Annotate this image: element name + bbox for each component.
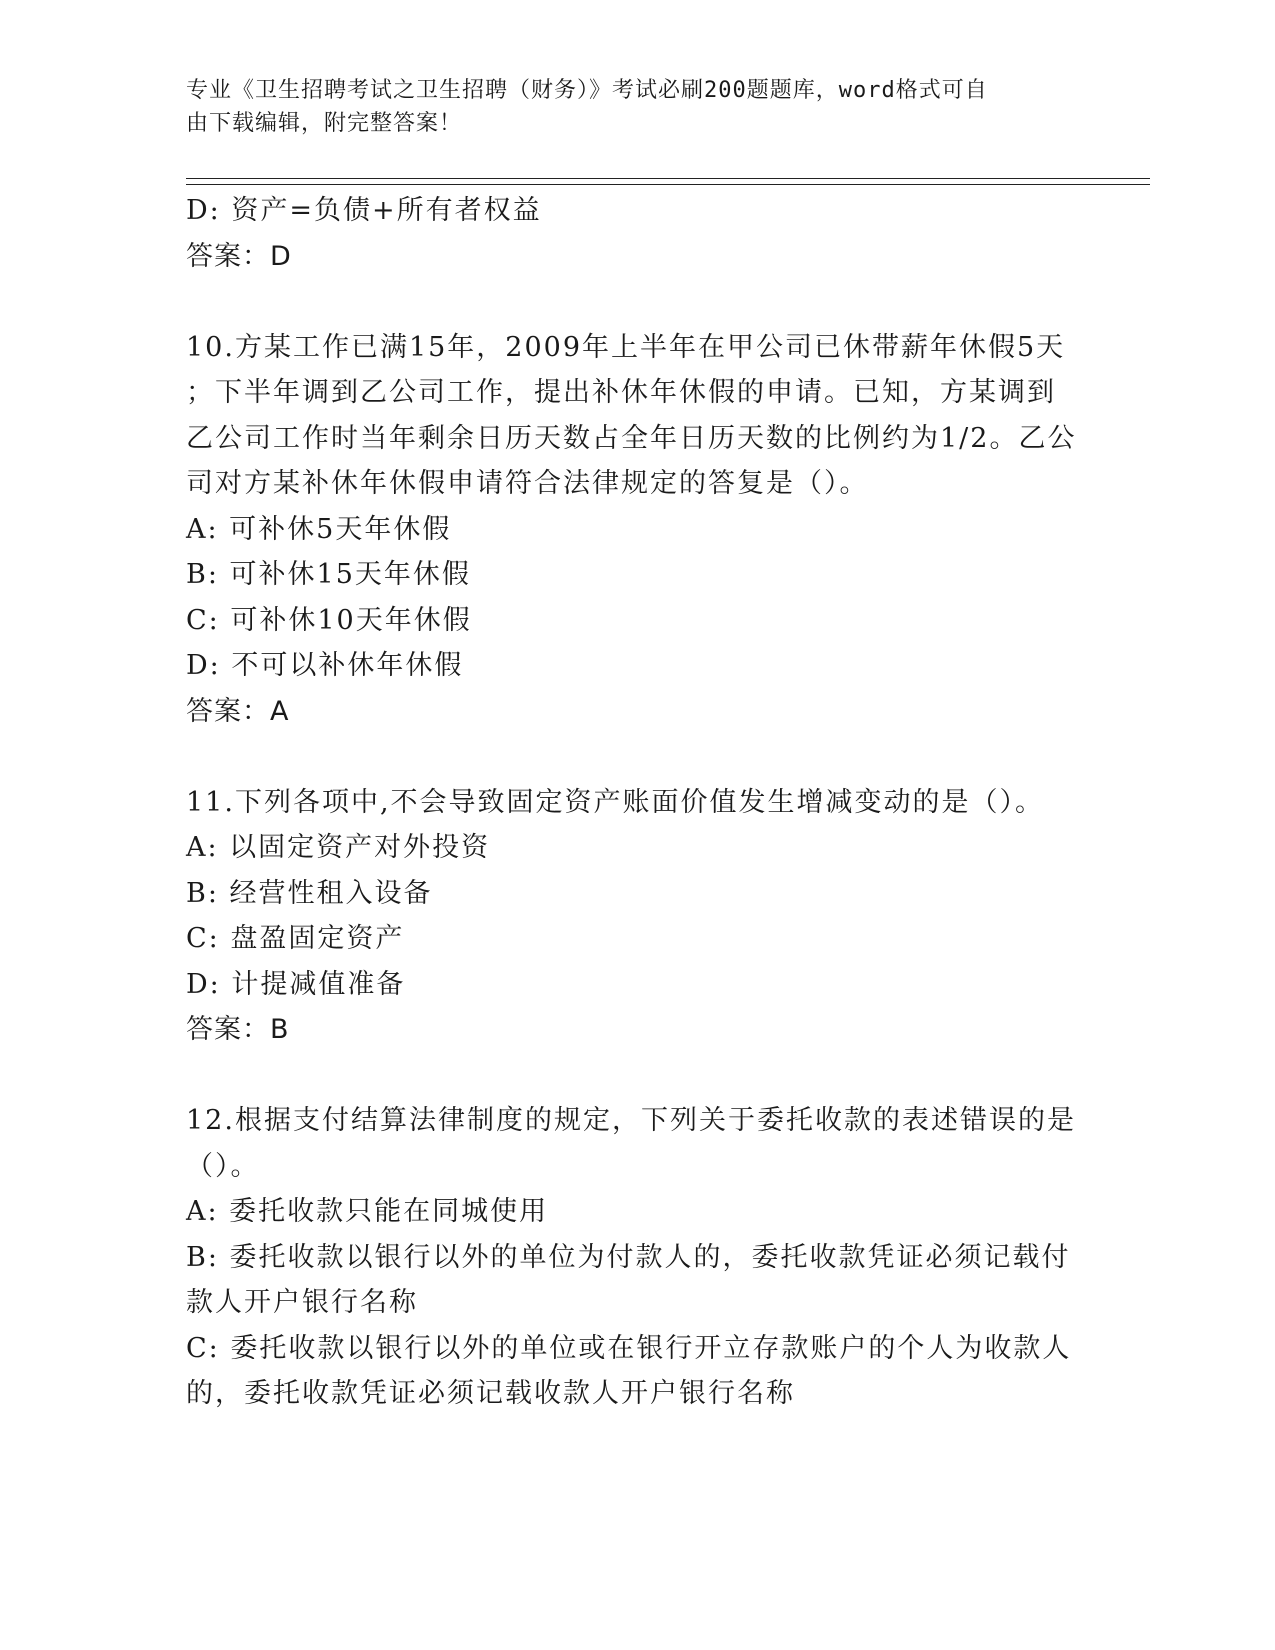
- option-d: D: 不可以补休年休假: [186, 650, 464, 681]
- spacer: [186, 734, 1086, 780]
- previous-question-tail: [186, 188, 1086, 279]
- question-text-line: 10.方某工作已满15年，2009年上半年在甲公司已休带薪年休假5天: [186, 331, 1066, 363]
- option-b: B: 可补休15天年休假: [186, 559, 471, 590]
- option-c: C: 委托收款以银行以外的单位或在银行开立存款账户的个人为收款人: [186, 1332, 1072, 1364]
- option-d: D: 资产=负债+所有者权益: [186, 195, 542, 226]
- option-b: B: 经营性租入设备: [186, 877, 433, 909]
- option-b: B: 委托收款以银行以外的单位为付款人的，委托收款凭证必须记载付: [186, 1241, 1071, 1273]
- question-12: [186, 1098, 1086, 1417]
- question-text-line: 乙公司工作时当年剩余日历天数占全年日历天数的比例约为1/2。乙公: [186, 422, 1077, 454]
- header-rule-top: [186, 178, 1150, 179]
- answer: 答案：A: [186, 695, 290, 727]
- document-body: [186, 188, 1086, 1417]
- option-a: A: 以固定资产对外投资: [186, 832, 491, 863]
- answer: 答案：D: [186, 240, 292, 272]
- question-text-line: 司对方某补休年休假申请符合法律规定的答复是（）。: [186, 468, 869, 499]
- question-10: [186, 325, 1086, 735]
- answer: 答案：B: [186, 1014, 290, 1045]
- question-text-line: 12.根据支付结算法律制度的规定，下列关于委托收款的表述错误的是: [186, 1105, 1076, 1136]
- question-text-line: 11.下列各项中,不会导致固定资产账面价值发生增减变动的是（）。: [186, 786, 1045, 818]
- option-a: A: 可补休5天年休假: [186, 513, 452, 545]
- option-c: C: 可补休10天年休假: [186, 604, 472, 636]
- document-header: [186, 74, 1086, 140]
- header-line-1: 专业《卫生招聘考试之卫生招聘（财务）》考试必刷200题题库，word格式可自: [186, 78, 988, 103]
- spacer: [186, 1053, 1086, 1099]
- spacer: [186, 279, 1086, 325]
- question-text-line: （）。: [186, 1150, 260, 1182]
- header-line-2: 由下载编辑，附完整答案！: [186, 111, 463, 136]
- question-11: [186, 780, 1086, 1053]
- option-c: C: 盘盈固定资产: [186, 923, 405, 954]
- option-a: A: 委托收款只能在同城使用: [186, 1196, 549, 1227]
- option-b-continued: 款人开户银行名称: [186, 1287, 418, 1318]
- option-d: D: 计提减值准备: [186, 968, 406, 1000]
- option-c-continued: 的，委托收款凭证必须记载收款人开户银行名称: [186, 1378, 795, 1409]
- header-rule-bottom: [186, 184, 1150, 185]
- question-text-line: ；下半年调到乙公司工作，提出补休年休假的申请。已知，方某调到: [186, 377, 1056, 408]
